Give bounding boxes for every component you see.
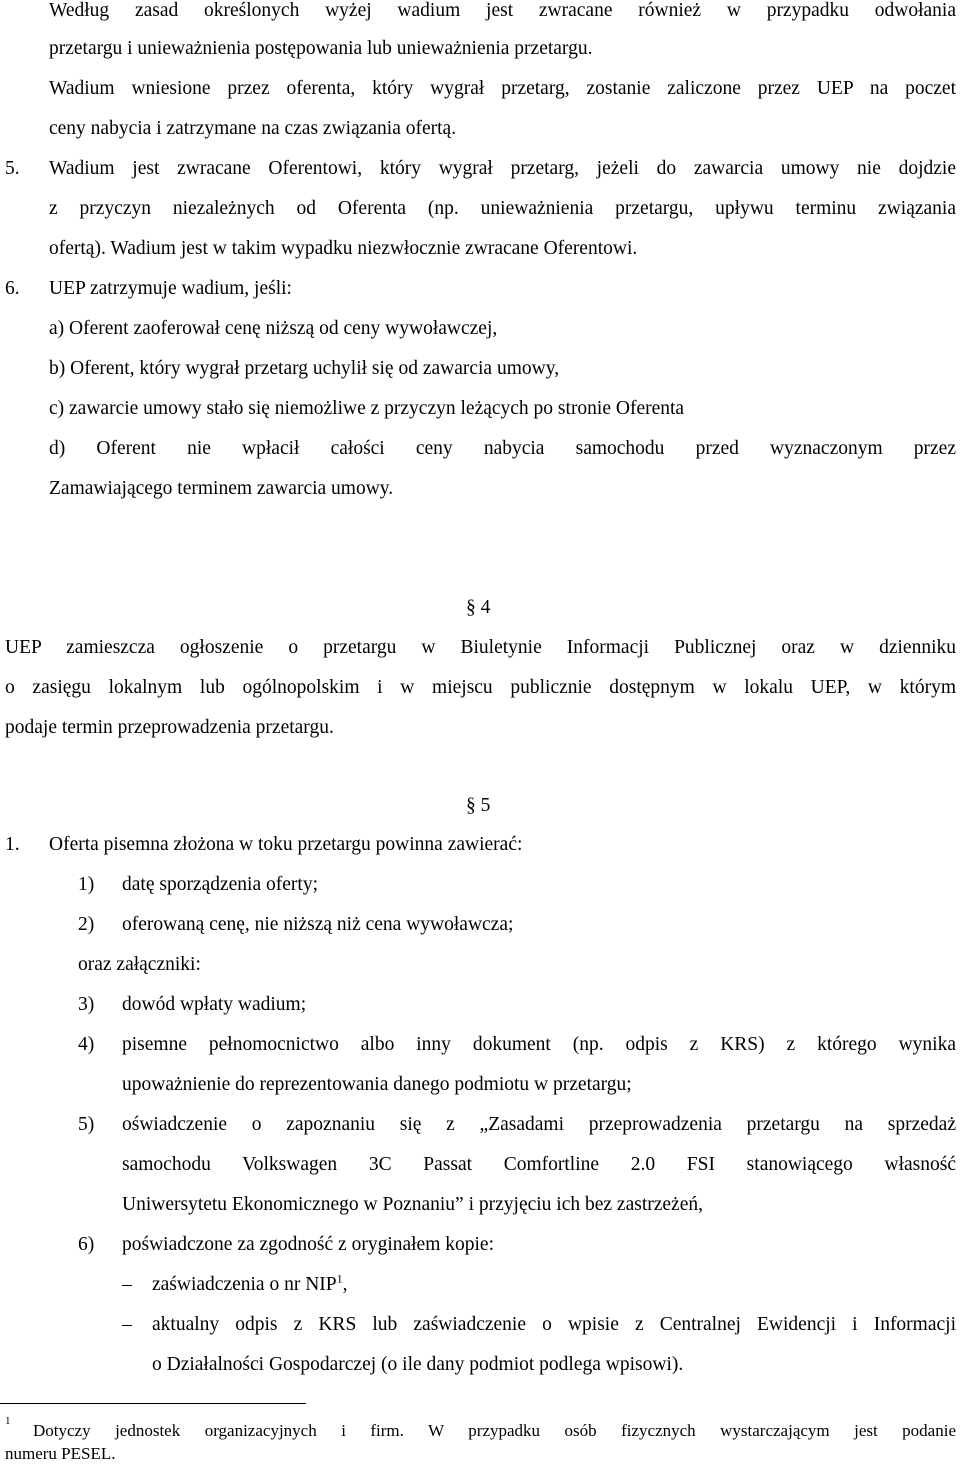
list-item: b) Oferent, który wygrał przetarg uchylił się od zawarcia umowy, — [49, 358, 560, 379]
dash-bullet: – — [122, 1274, 132, 1295]
text-line: Oferta pisemna złożona w toku przetargu powinna zawierać: — [49, 834, 523, 855]
section-heading: § 5 — [466, 795, 491, 816]
footnote-text: Dotyczy jednostek organizacyjnych i firm. W przypadku osób fizycznych wystarczającym jest podanie — [33, 1421, 956, 1440]
list-item: datę sporządzenia oferty; — [122, 874, 318, 895]
list-number: 5. — [5, 158, 20, 179]
list-item: d) Oferent nie wpłacił całości ceny nabycia samochodu przed wyznaczonym przez — [49, 438, 956, 459]
list-item — [152, 1271, 348, 1296]
list-item: a) Oferent zaoferował cenę niższą od ceny wywoławczej, — [49, 318, 498, 339]
list-item: samochodu Volkswagen 3C Passat Comfortline 2.0 FSI stanowiącego własność — [122, 1154, 956, 1175]
text-line: ofertą). Wadium jest w takim wypadku niezwłocznie zwracane Oferentowi. — [49, 238, 638, 259]
text-line: podaje termin przeprowadzenia przetargu. — [5, 717, 334, 738]
list-item: o Działalności Gospodarczej (o ile dany podmiot podlega wpisowi). — [152, 1354, 684, 1375]
list-item: c) zawarcie umowy stało się niemożliwe z przyczyn leżących po stronie Oferenta — [49, 398, 685, 419]
list-item: dowód wpłaty wadium; — [122, 994, 307, 1015]
list-item-text: zaświadczenia o nr NIP — [152, 1274, 337, 1295]
text-line: UEP zamieszcza ogłoszenie o przetargu w Biuletynie Informacji Publicznej oraz w dzienniku — [5, 637, 956, 658]
text-line: UEP zatrzymuje wadium, jeśli: — [49, 278, 292, 299]
list-item: oświadczenie o zapoznaniu się z „Zasadami przeprowadzenia przetargu na sprzedaż — [122, 1114, 956, 1135]
text-line: Wadium jest zwracane Oferentowi, który wygrał przetarg, jeżeli do zawarcia umowy nie dojdzie — [49, 158, 956, 179]
list-number: 2) — [78, 914, 95, 935]
list-number: 5) — [78, 1114, 95, 1135]
list-number: 4) — [78, 1034, 95, 1055]
text-line: Wadium wniesione przez oferenta, który wygrał przetarg, zostanie zaliczone przez UEP na poczet — [49, 78, 956, 99]
list-number: 1. — [5, 834, 20, 855]
list-number: 3) — [78, 994, 95, 1015]
footnote-mark: 1 — [5, 1415, 11, 1427]
text-line: Według zasad określonych wyżej wadium jest zwracane również w przypadku odwołania — [49, 0, 956, 21]
section-heading: § 4 — [466, 597, 491, 618]
text-line: oraz załączniki: — [78, 954, 201, 975]
dash-bullet: – — [122, 1314, 132, 1335]
list-item: Zamawiającego terminem zawarcia umowy. — [49, 478, 394, 499]
text-line: ceny nabycia i zatrzymane na czas związania ofertą. — [49, 118, 457, 139]
list-item-tail: , — [342, 1274, 348, 1295]
footnote-ref: 1 — [336, 1271, 343, 1286]
list-item: upoważnienie do reprezentowania danego podmiotu w przetargu; — [122, 1074, 632, 1095]
text-line: o zasięgu lokalnym lub ogólnopolskim i w miejscu publicznie dostępnym w lokalu UEP, w którym — [5, 677, 956, 698]
list-item: poświadczone za zgodność z oryginałem kopie: — [122, 1234, 494, 1255]
text-line: przetargu i unieważnienia postępowania lub unieważnienia przetargu. — [49, 38, 593, 59]
footnote-text: numeru PESEL. — [5, 1444, 116, 1463]
footnote-rule — [0, 1403, 306, 1404]
list-item: aktualny odpis z KRS lub zaświadczenie o wpisie z Centralnej Ewidencji i Informacji — [152, 1314, 956, 1335]
text-line: z przyczyn niezależnych od Oferenta (np. unieważnienia przetargu, upływu terminu związania — [49, 198, 956, 219]
list-number: 6) — [78, 1234, 95, 1255]
list-number: 6. — [5, 278, 20, 299]
list-item: oferowaną cenę, nie niższą niż cena wywoławcza; — [122, 914, 514, 935]
list-item: pisemne pełnomocnictwo albo inny dokument (np. odpis z KRS) z którego wynika — [122, 1034, 956, 1055]
list-number: 1) — [78, 874, 95, 895]
list-item: Uniwersytetu Ekonomicznego w Poznaniu” i przyjęciu ich bez zastrzeżeń, — [122, 1194, 703, 1215]
